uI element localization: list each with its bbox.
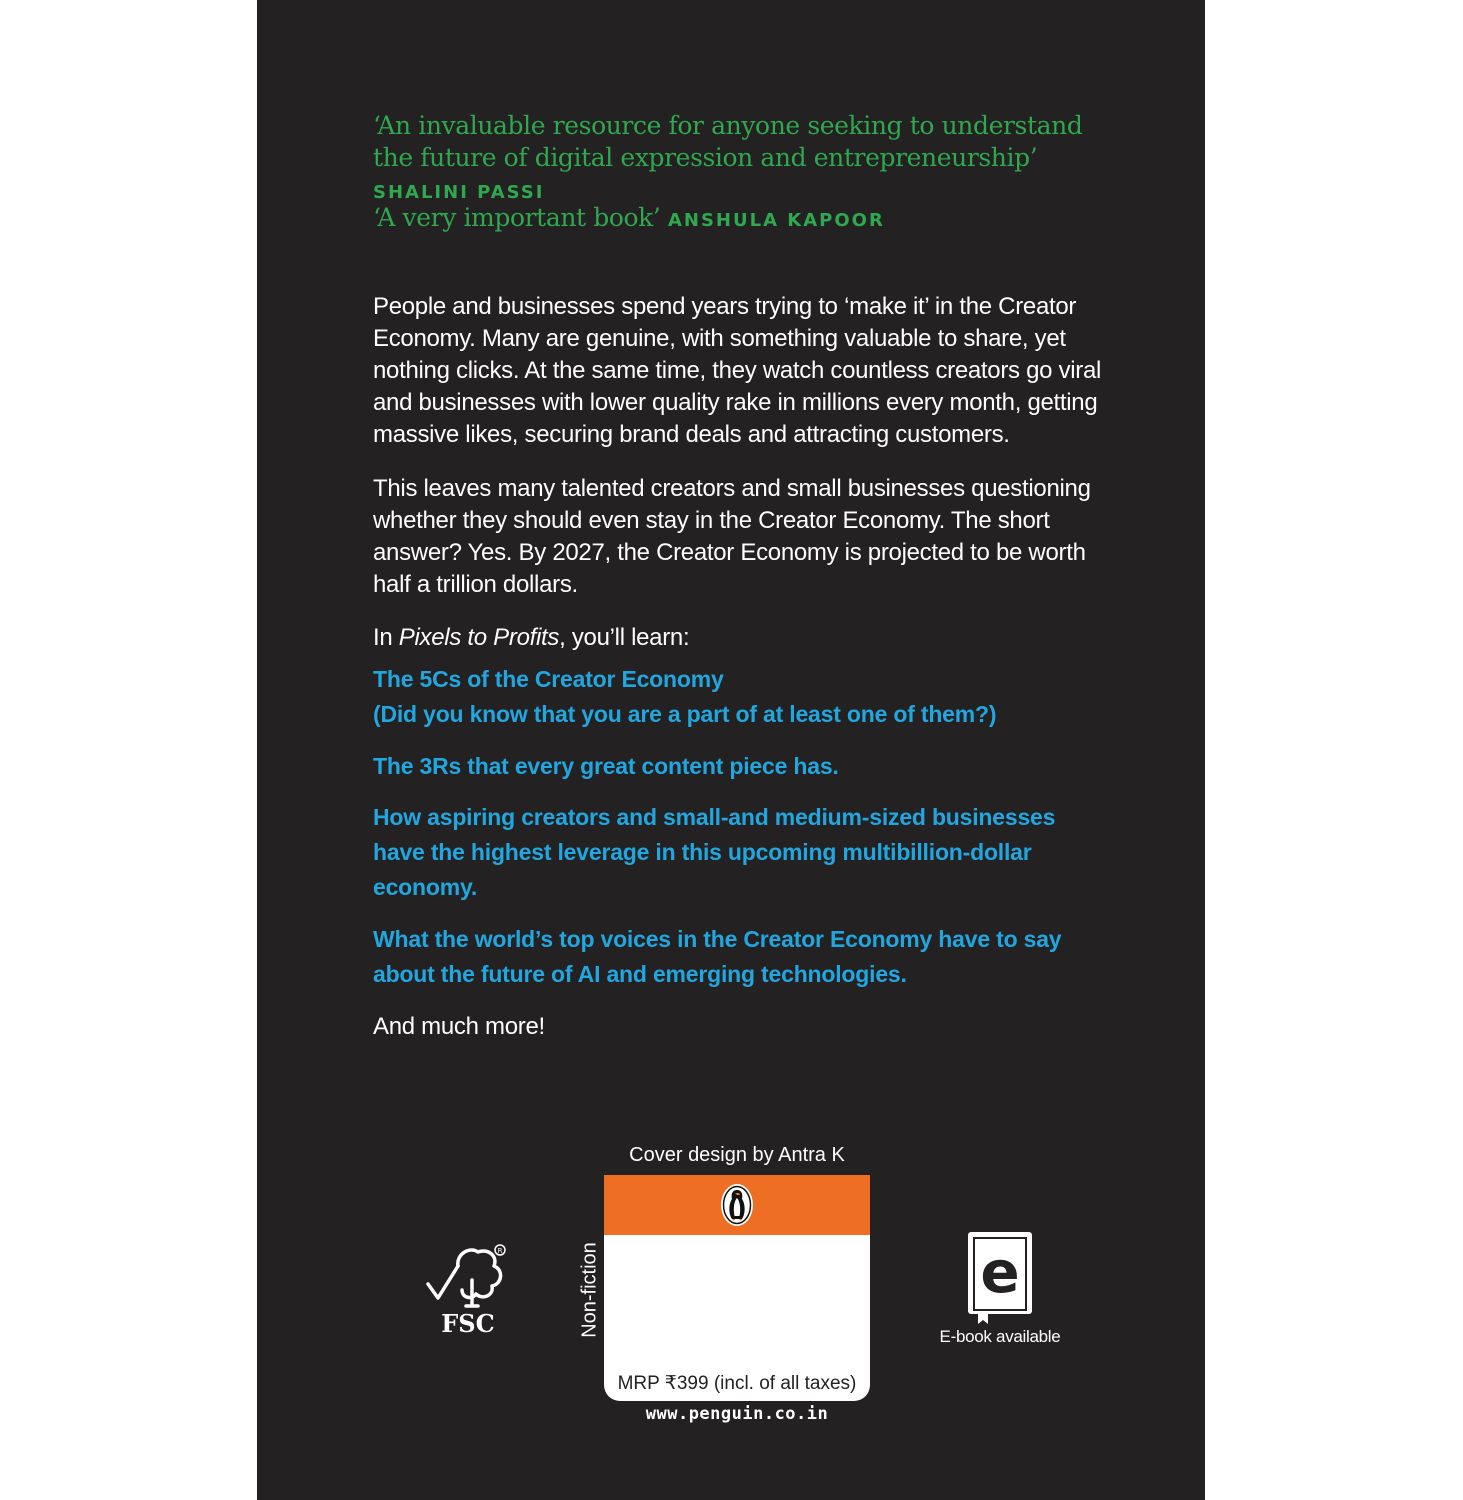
ebook-label: E-book available [939,1327,1061,1346]
quote-text: ‘A very important book’ [373,203,661,232]
learning-point: How aspiring creators and small-and medium-sized businesses have the highest leverage in this upcoming multibillion-dollar economy. [373,804,1056,900]
quote-author: SHALINI PASSI [373,182,545,203]
penguin-logo-icon [720,1183,754,1227]
mrp-price: MRP ₹399 (incl. of all taxes) [617,1373,857,1394]
closing-line: And much more! [373,1013,545,1040]
svg-text:R: R [497,1247,503,1255]
blurb-paragraph: This leaves many talented creators and small businesses questioning whether they should even stay in the Creator Economy. The short answer? Yes. By 2027, the Creator Economy is projected to be worth half a trillion dollars. [373,475,1091,598]
quote-text: ‘An invaluable resource for anyone seeking to understand the future of digital expression and entrepreneurship’ [373,111,1083,172]
learn-intro: In Pixels to Profits, you’ll learn: [373,624,690,651]
category-label: Non-fiction [578,1242,601,1338]
publisher-website: www.penguin.co.in [645,1404,829,1424]
book-title: Pixels to Profits [398,624,560,651]
ebook-icon [964,1230,1036,1326]
fsc-tree-icon [422,1240,512,1340]
quote-author: ANSHULA KAPOOR [667,210,885,231]
learning-point: The 5Cs of the Creator Economy (Did you know that you are a part of at least one of them?) [373,666,997,727]
penguin-band [604,1175,870,1235]
blurb-paragraph: People and businesses spend years trying to ‘make it’ in the Creator Economy. Many are genuine, with something valuable to share, yet nothing clicks. At the same time, they watch countless creators go viral and businesses with lower quality rake in millions every month, getting massive likes, securing brand deals and attracting customers. [373,293,1102,448]
learning-point: The 3Rs that every great content piece has. [373,753,839,779]
ebook-book-icon [964,1230,1036,1326]
endorsement-quote [373,202,1113,237]
cover-credit: Cover design by Antra K [629,1144,845,1166]
price-box [604,1175,870,1401]
fsc-logo [422,1240,512,1340]
ebook-letter: e [980,1238,1020,1306]
fsc-label: FSC [441,1309,495,1338]
endorsement-quote [373,110,1113,209]
learning-point: What the world’s top voices in the Creator Economy have to say about the future of AI and emerging technologies. [373,926,1062,987]
